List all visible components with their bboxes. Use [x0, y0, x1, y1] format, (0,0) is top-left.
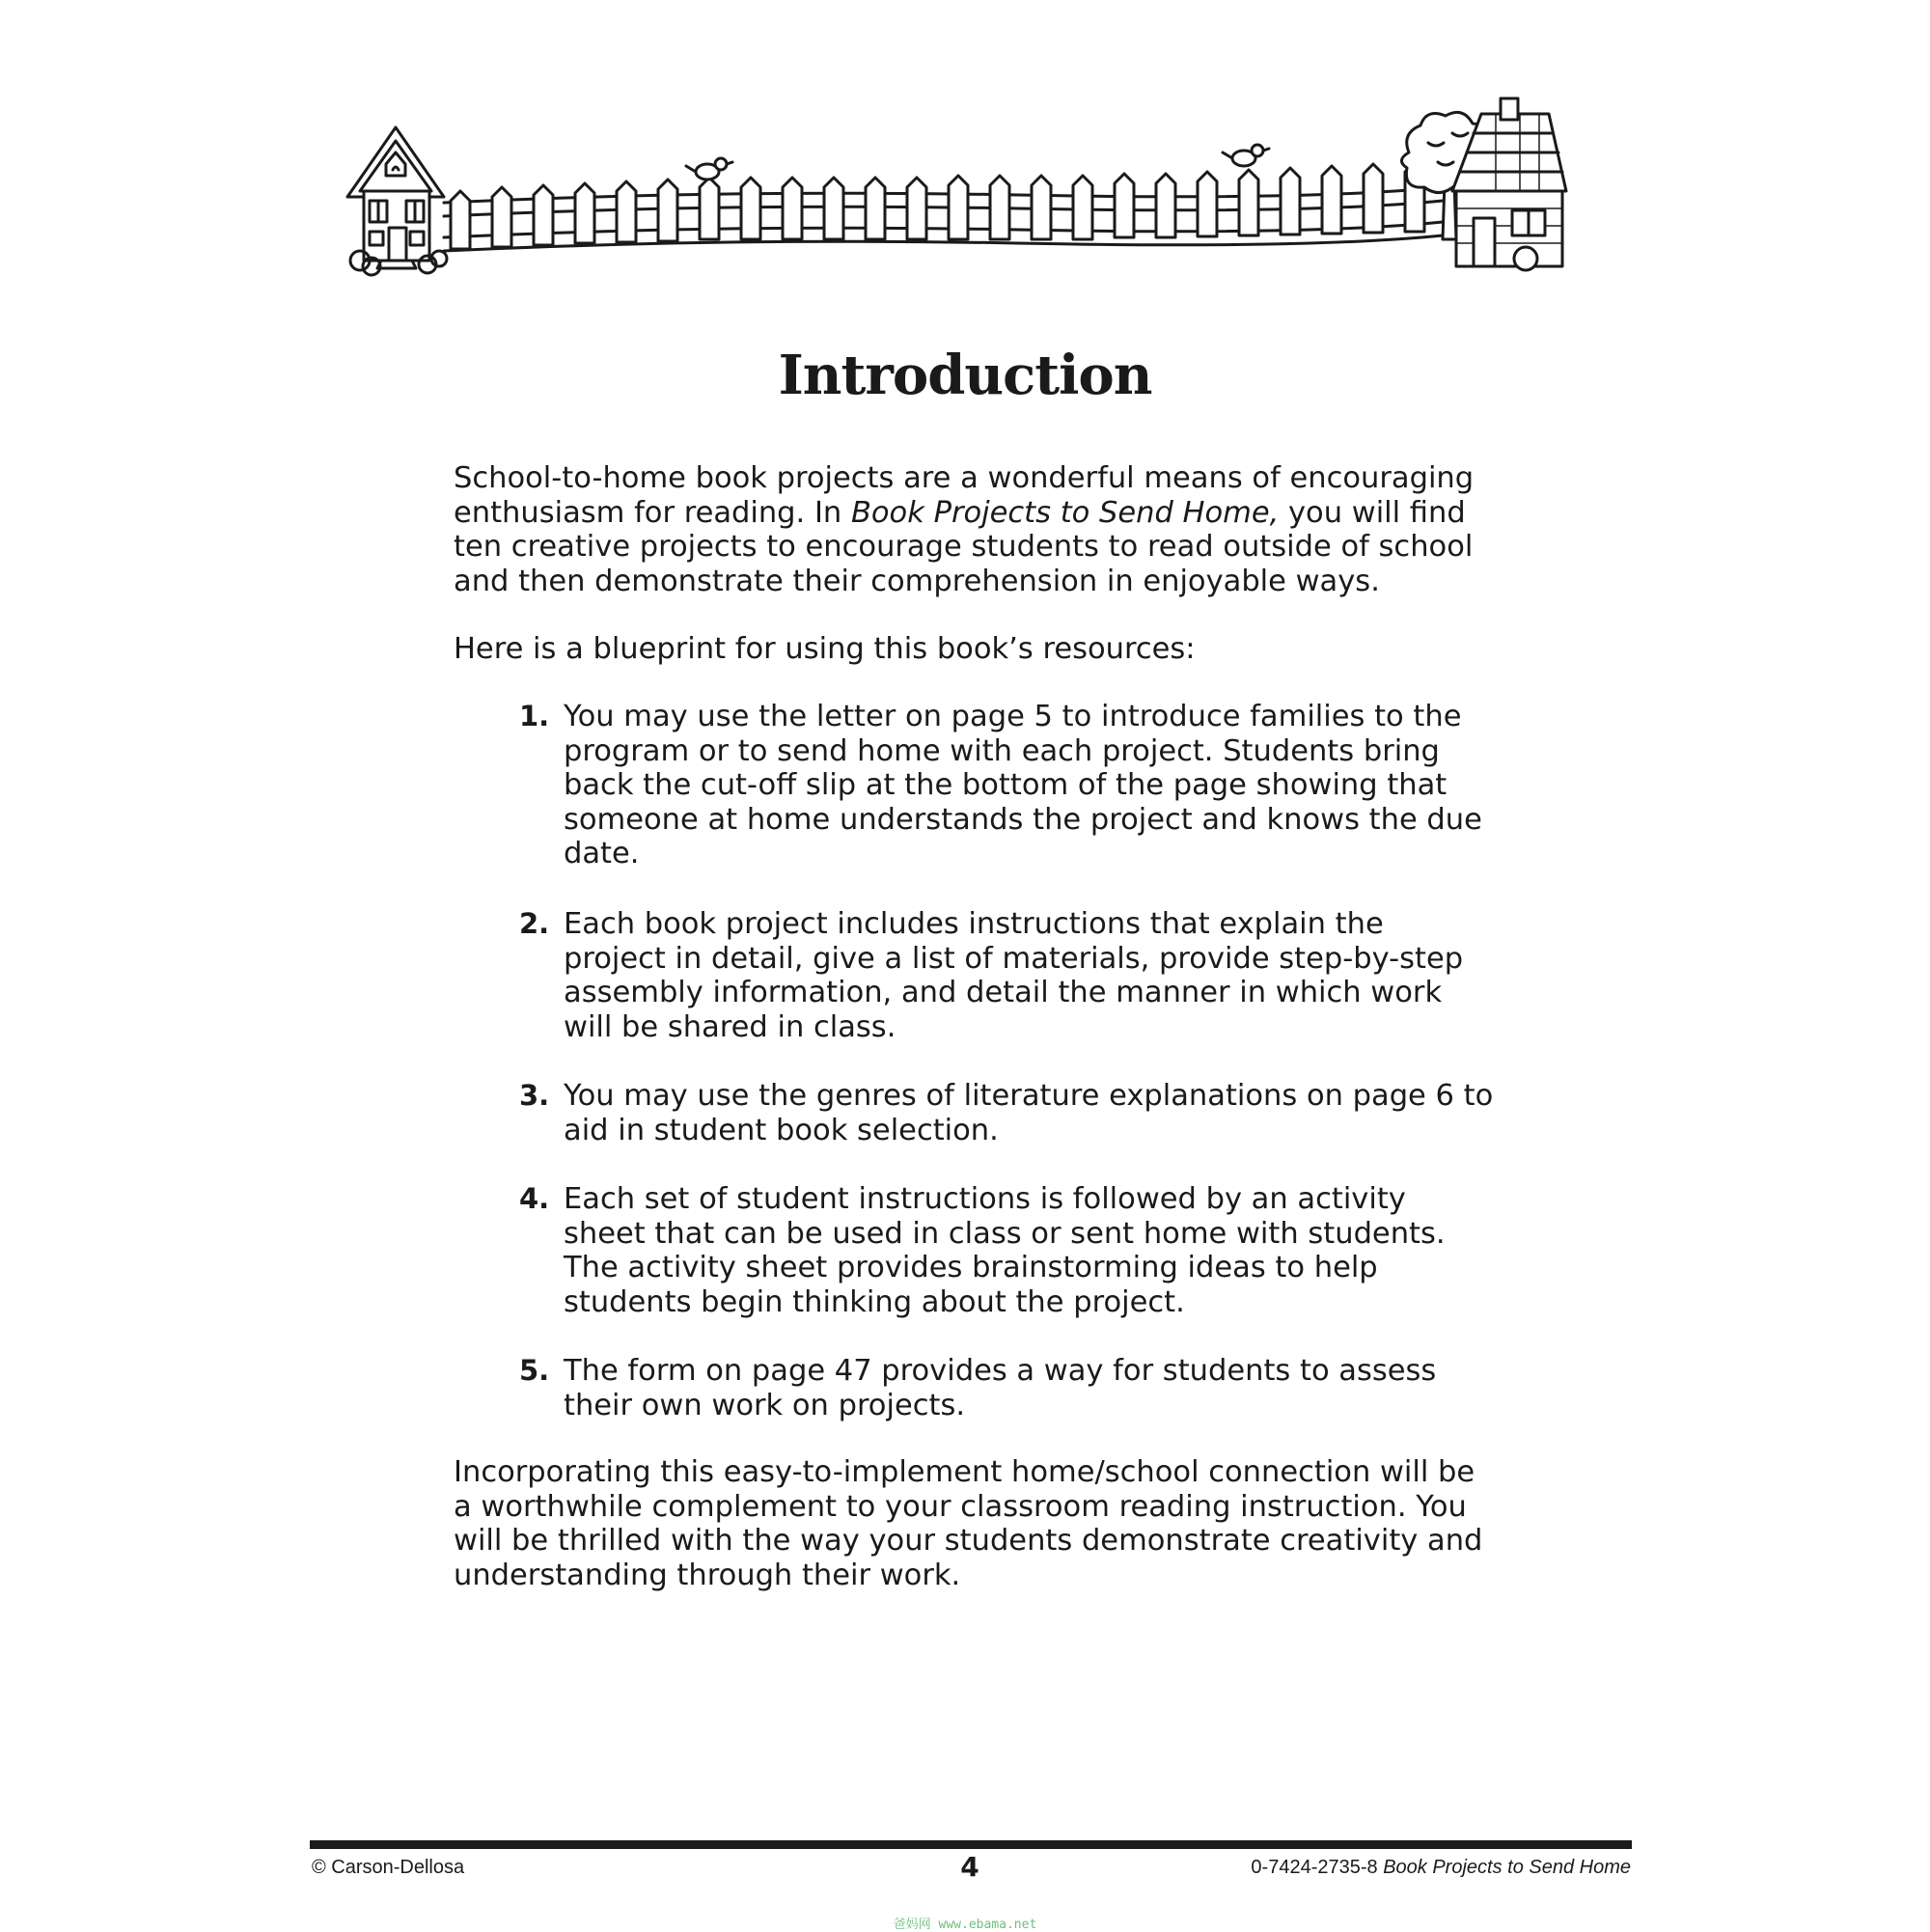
page-title: Introduction	[778, 343, 1152, 407]
footer-page-number: 4	[960, 1851, 979, 1883]
closing-paragraph: Incorporating this easy-to-implement home/school connection will be a worthwhile complement to your classroom reading instruction. You will be thrilled with the way your students demonstrate creativity and understanding through their work.	[454, 1455, 1483, 1592]
footer-book-info	[1251, 1857, 1631, 1879]
list-item-text: You may use the letter on page 5 to introduce families to the program or to send home with each project. Students bring back the cut-off slip at the bottom of the page showing that someone at home understands the project and knows the due date.	[564, 700, 1482, 870]
footer-copyright: © Carson-Dellosa	[312, 1857, 465, 1878]
footer-rule	[310, 1840, 1632, 1849]
list-item-text: The form on page 47 provides a way for students to assess their own work on projects.	[564, 1354, 1437, 1422]
list-item-number: 5.	[519, 1354, 550, 1387]
intro-text-before: School-to-home book projects are a wonderful means of encouraging enthusiasm for reading. In	[454, 461, 1475, 530]
footer-book-title: Book Projects to Send Home	[1383, 1857, 1631, 1878]
list-item-text: You may use the genres of literature explanations on page 6 to aid in student book selection.	[564, 1079, 1494, 1147]
list-item-text: Each set of student instructions is followed by an activity sheet that can be used in class or sent home with students. The activity sheet provides brainstorming ideas to help students begin thinking about the project.	[564, 1182, 1446, 1319]
list-item-number: 3.	[519, 1079, 550, 1112]
list-item	[519, 1079, 1494, 1147]
list-item	[519, 1354, 1494, 1422]
footer-isbn: 0-7424-2735-8	[1251, 1857, 1378, 1878]
intro-paragraph	[454, 461, 1486, 598]
watermark: 爸妈网 www.ebama.net	[893, 1918, 1037, 1932]
school-house-icon	[347, 127, 447, 275]
list-item-number: 1.	[519, 700, 550, 732]
fence-banner-illustration	[343, 95, 1568, 280]
intro-book-title: Book Projects to Send Home,	[850, 495, 1280, 530]
list-item-text: Each book project includes instructions that explain the project in detail, give a list of materials, provide step-by-step assembly information, and detail the manner in which work will be shared in class.	[564, 907, 1464, 1044]
intro-text-after: you will find ten creative projects to encourage students to read outside of school and then demonstrate their comprehension in enjoyable ways.	[454, 495, 1474, 598]
lead-in-paragraph: Here is a blueprint for using this book’s resources:	[454, 632, 1196, 666]
list-item-number: 2.	[519, 907, 550, 940]
bird-icon	[686, 158, 732, 179]
list-item	[519, 907, 1494, 1044]
bird-icon	[1223, 145, 1269, 166]
list-item	[519, 700, 1494, 871]
list-item-number: 4.	[519, 1182, 550, 1215]
list-item	[519, 1182, 1494, 1319]
